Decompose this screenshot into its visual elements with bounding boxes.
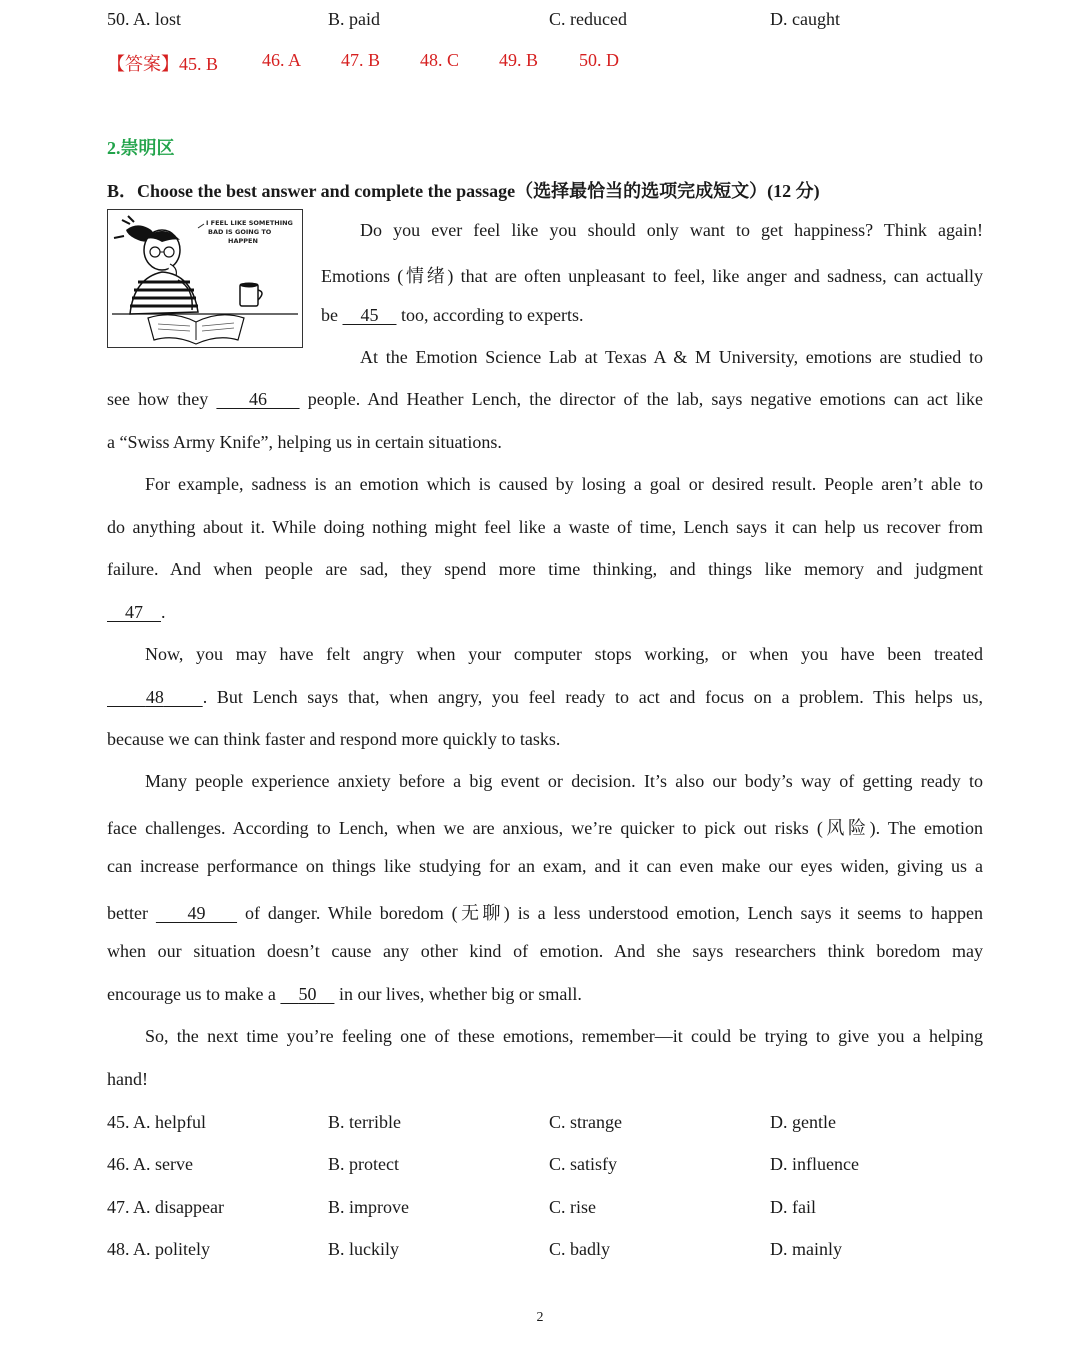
passage-p1-line2: Emotions (情绪) that are often unpleasant to feel, like anger and sadness, can actually	[321, 266, 983, 286]
passage-p3-line2: do anything about it. While doing nothing might feel like a waste of time, Lench says it can help us recover from	[107, 517, 983, 537]
q45-option-a: 45. A. helpful	[107, 1112, 206, 1132]
text-fragment: in our lives, whether big or small.	[338, 984, 582, 1004]
text-fragment: people. And Heather Lench, the director of the lab, says negative emotions can act like	[307, 389, 984, 409]
blank-number: 49	[187, 903, 206, 923]
text-fragment: too, according to experts.	[401, 305, 584, 325]
answer-key-item: 50. D	[579, 50, 619, 70]
q46-option-d: D. influence	[770, 1154, 859, 1174]
woman-reading-drawing	[108, 210, 302, 347]
passage-p4-line2	[107, 687, 983, 708]
q46-option-c: C. satisfy	[549, 1154, 618, 1174]
passage-p5-line6	[107, 984, 582, 1005]
passage-illustration	[107, 209, 303, 348]
section-heading: B．Choose the best answer and complete the passage（选择最恰当的选项完成短文）(12 分)	[107, 181, 820, 201]
passage-p1-line1: Do you ever feel like you should only want to get happiness? Think again!	[360, 220, 983, 240]
q46-option-a: 46. A. serve	[107, 1154, 193, 1174]
blank-50	[280, 984, 334, 1004]
q46-option-b: B. protect	[328, 1154, 399, 1174]
q47-option-d: D. fail	[770, 1197, 816, 1217]
q45-option-d: D. gentle	[770, 1112, 836, 1132]
passage-p3-line3: failure. And when people are sad, they spend more time thinking, and things like memory and judgment	[107, 559, 983, 579]
passage-p5-line1: Many people experience anxiety before a big event or decision. It’s also our body’s way of getting ready to	[145, 771, 983, 791]
answer-key-item: 46. A	[262, 50, 302, 70]
text-fragment: of danger. While boredom (无聊) is a less understood emotion, Lench says it seems to happen	[244, 903, 984, 923]
passage-p5-line2: face challenges. According to Lench, when we are anxious, we’re quicker to pick out risks (风险). The emotion	[107, 818, 983, 838]
passage-p6-line1: So, the next time you’re feeling one of these emotions, remember—it could be trying to give you a helping	[145, 1026, 983, 1046]
blank-number: 45	[360, 305, 379, 325]
prev-q50-option-a: 50. A. lost	[107, 9, 182, 29]
answer-key-item: 48. C	[420, 50, 460, 70]
text-fragment: see how they	[107, 389, 209, 409]
answer-key-item: 47. B	[341, 50, 381, 70]
q45-option-b: B. terrible	[328, 1112, 401, 1132]
blank-number: 50	[298, 984, 317, 1004]
passage-p2-line2	[107, 389, 983, 410]
q48-option-b: B. luckily	[328, 1239, 399, 1259]
prev-q50-option-d: D. caught	[770, 9, 840, 29]
text-fragment: better	[107, 903, 148, 923]
passage-p2-line1: At the Emotion Science Lab at Texas A & M University, emotions are studied to	[360, 347, 983, 367]
passage-p6-line2: hand!	[107, 1069, 148, 1089]
blank-number: 48	[145, 687, 164, 707]
section-title: 2.崇明区	[107, 138, 175, 158]
answer-key-item: 49. B	[499, 50, 539, 70]
q47-option-a: 47. A. disappear	[107, 1197, 224, 1217]
blank-number: 47	[125, 602, 143, 622]
prev-q50-option-b: B. paid	[328, 9, 380, 29]
blank-48	[107, 687, 203, 707]
passage-p5-line5: when our situation doesn’t cause any other kind of emotion. And she says researchers think boredom may	[107, 941, 983, 961]
text-fragment: be	[321, 305, 338, 325]
q47-option-b: B. improve	[328, 1197, 409, 1217]
q48-option-a: 48. A. politely	[107, 1239, 210, 1259]
blank-46	[216, 389, 299, 409]
passage-p3-line4: 47 .	[107, 602, 166, 623]
passage-p5-line3: can increase performance on things like studying for an exam, and it can even make our eyes widen, giving us a	[107, 856, 983, 876]
caption-line: BAD IS GOING TO	[208, 228, 272, 236]
blank-47	[107, 602, 161, 622]
blank-49	[156, 903, 237, 923]
prev-q50-option-c: C. reduced	[549, 9, 627, 29]
passage-p4-line3: because we can think faster and respond more quickly to tasks.	[107, 729, 561, 749]
blank-45	[343, 305, 397, 325]
passage-p3-line1: For example, sadness is an emotion which is caused by losing a goal or desired result. People aren’t able to	[145, 474, 983, 494]
q48-option-c: C. badly	[549, 1239, 610, 1259]
passage-p4-line1: Now, you may have felt angry when your computer stops working, or when you have been treated	[145, 644, 983, 664]
passage-p1-line3	[321, 305, 583, 326]
text-fragment: encourage us to make a	[107, 984, 276, 1004]
blank-number: 46	[249, 389, 267, 409]
q47-option-c: C. rise	[549, 1197, 596, 1217]
q48-option-d: D. mainly	[770, 1239, 842, 1259]
caption-line: I FEEL LIKE SOMETHING	[206, 219, 293, 227]
passage-p2-line3: a “Swiss Army Knife”, helping us in certain situations.	[107, 432, 502, 452]
page-number: 2	[536, 1310, 544, 1325]
q45-option-c: C. strange	[549, 1112, 622, 1132]
caption-line: HAPPEN	[228, 237, 258, 245]
answer-key-label: 【答案】45. B	[107, 54, 219, 74]
passage-p5-line4	[107, 899, 983, 925]
text-fragment: . But Lench says that, when angry, you feel ready to act and focus on a problem. This helps us,	[202, 687, 984, 707]
